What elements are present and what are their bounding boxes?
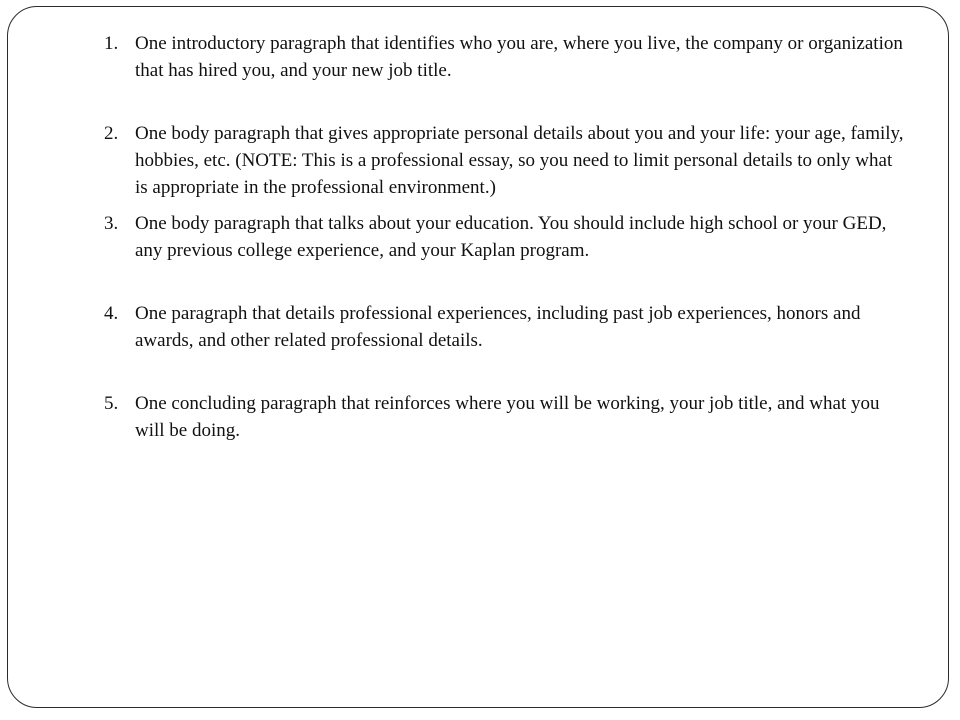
list-item	[104, 210, 904, 264]
list-item-number: 4.	[104, 303, 119, 324]
list-item-number: 5.	[104, 393, 119, 414]
list-item-text: One body paragraph that talks about your education. You should include high school or your GED, any previous college experience, and your Kaplan program.	[135, 213, 887, 261]
list-item-number: 1.	[104, 33, 119, 54]
requirements-list	[104, 30, 904, 444]
list-item	[104, 120, 904, 201]
list-item-number: 2.	[104, 123, 119, 144]
list-item-text: One concluding paragraph that reinforces where you will be working, your job title, and what you will be doing.	[135, 393, 880, 441]
list-item-text: One paragraph that details professional experiences, including past job experiences, honors and awards, and other related professional details.	[135, 303, 861, 351]
list-item	[104, 300, 904, 354]
list-item	[104, 390, 904, 444]
list-item-text: One introductory paragraph that identifies who you are, where you live, the company or organization that has hired you, and your new job title.	[135, 33, 903, 81]
list-item-number: 3.	[104, 213, 119, 234]
list-item-text: One body paragraph that gives appropriate personal details about you and your life: your age, family, hobbies, etc. (NOTE: This is a professional essay, so you need to limit personal details to only what is appropriate in the professional environment.)	[135, 123, 904, 198]
list-item	[104, 30, 904, 84]
